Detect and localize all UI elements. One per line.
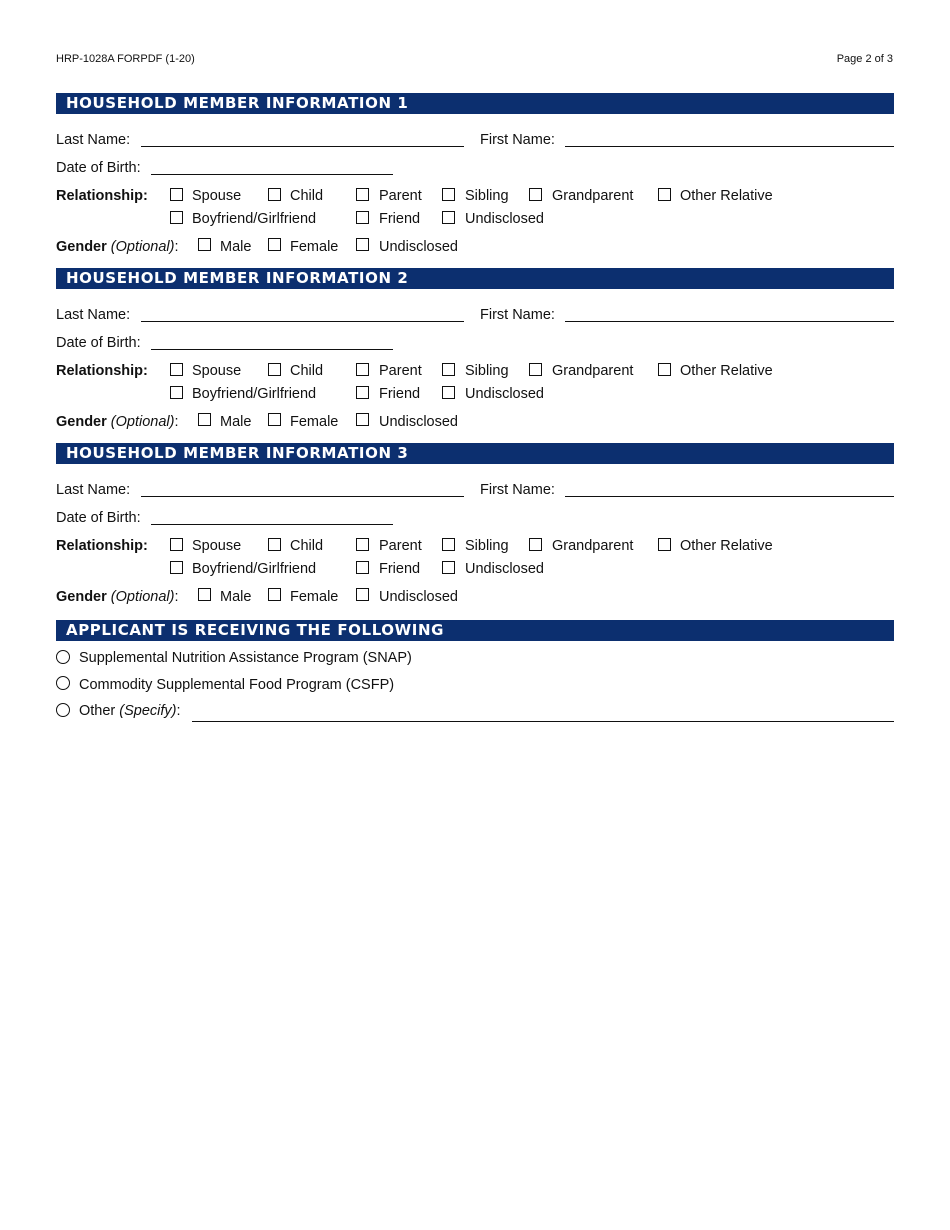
member-3-last-name-label: Last Name: <box>56 482 131 498</box>
member-2-relationship-other-relative-checkbox[interactable] <box>658 363 671 376</box>
member-2-relationship-sibling-label: Sibling <box>465 363 509 379</box>
member-2-relationship-undisclosed-checkbox[interactable] <box>442 386 455 399</box>
member-1-gender-undisclosed-checkbox[interactable] <box>356 238 369 251</box>
member-1-relationship-other-relative-label: Other Relative <box>680 188 773 204</box>
member-2-last-name-label: Last Name: <box>56 307 131 323</box>
member-3-relationship-grandparent-label: Grandparent <box>552 538 634 554</box>
csfp-radio[interactable] <box>56 676 70 690</box>
member-3-relationship-friend-checkbox[interactable] <box>356 561 369 574</box>
member-3-relationship-other-relative-checkbox[interactable] <box>658 538 671 551</box>
member-3-first-name-field[interactable] <box>565 496 894 497</box>
member-1-relationship-child-label: Child <box>290 188 324 204</box>
member-2-relationship-parent-checkbox[interactable] <box>356 363 369 376</box>
form-id: HRP-1028A FORPDF (1-20) <box>56 53 195 65</box>
member-3-gender-male-checkbox[interactable] <box>198 588 211 601</box>
member-3-first-name-label: First Name: <box>480 482 555 498</box>
member-2-relationship-friend-label: Friend <box>379 386 421 402</box>
member-1-relationship-other-relative-checkbox[interactable] <box>658 188 671 201</box>
member-2-first-name-label: First Name: <box>480 307 555 323</box>
member-2-gender-male-label: Male <box>220 414 252 430</box>
member-3-relationship-sibling-checkbox[interactable] <box>442 538 455 551</box>
member-1-relationship-parent-checkbox[interactable] <box>356 188 369 201</box>
member-1-gender-female-label: Female <box>290 239 339 255</box>
member-2-relationship-grandparent-checkbox[interactable] <box>529 363 542 376</box>
member-1-relationship-friend-label: Friend <box>379 211 421 227</box>
member-2-gender-female-checkbox[interactable] <box>268 413 281 426</box>
member-3-relationship-child-checkbox[interactable] <box>268 538 281 551</box>
member-3-relationship-sibling-label: Sibling <box>465 538 509 554</box>
member-1-relationship-label: Relationship: <box>56 188 148 204</box>
member-1-relationship-spouse-label: Spouse <box>192 188 242 204</box>
member-1-section-header: HOUSEHOLD MEMBER INFORMATION 1 <box>56 93 894 114</box>
member-1-gender-male-label: Male <box>220 239 252 255</box>
member-3-gender-label: Gender (Optional): <box>56 589 179 605</box>
member-3-dob-label: Date of Birth: <box>56 510 141 526</box>
member-2-dob-field[interactable] <box>151 349 393 350</box>
member-3-relationship-spouse-label: Spouse <box>192 538 242 554</box>
member-3-gender-undisclosed-label: Undisclosed <box>379 589 458 605</box>
member-3-relationship-child-label: Child <box>290 538 324 554</box>
member-3-relationship-friend-label: Friend <box>379 561 421 577</box>
member-2-relationship-spouse-checkbox[interactable] <box>170 363 183 376</box>
member-1-relationship-sibling-label: Sibling <box>465 188 509 204</box>
member-1-relationship-child-checkbox[interactable] <box>268 188 281 201</box>
member-1-relationship-boyfriend-girlfriend-checkbox[interactable] <box>170 211 183 224</box>
member-3-relationship-boyfriend-girlfriend-label: Boyfriend/Girlfriend <box>192 561 317 577</box>
member-3-gender-female-label: Female <box>290 589 339 605</box>
member-1-relationship-undisclosed-label: Undisclosed <box>465 211 544 227</box>
member-3-section-header: HOUSEHOLD MEMBER INFORMATION 3 <box>56 443 894 464</box>
page-number: Page 2 of 3 <box>836 53 893 65</box>
member-3-gender-female-checkbox[interactable] <box>268 588 281 601</box>
member-1-relationship-undisclosed-checkbox[interactable] <box>442 211 455 224</box>
member-1-relationship-parent-label: Parent <box>379 188 422 204</box>
member-3-relationship-spouse-checkbox[interactable] <box>170 538 183 551</box>
member-2-last-name-field[interactable] <box>141 321 464 322</box>
snap-label: Supplemental Nutrition Assistance Program (SNAP) <box>79 650 412 666</box>
member-3-relationship-undisclosed-checkbox[interactable] <box>442 561 455 574</box>
member-1-relationship-boyfriend-girlfriend-label: Boyfriend/Girlfriend <box>192 211 317 227</box>
member-1-dob-label: Date of Birth: <box>56 160 141 176</box>
member-2-relationship-child-checkbox[interactable] <box>268 363 281 376</box>
other-specify-field[interactable] <box>192 721 894 722</box>
member-1-first-name-field[interactable] <box>565 146 894 147</box>
member-3-relationship-label: Relationship: <box>56 538 148 554</box>
member-2-relationship-parent-label: Parent <box>379 363 422 379</box>
member-2-relationship-sibling-checkbox[interactable] <box>442 363 455 376</box>
member-2-relationship-grandparent-label: Grandparent <box>552 363 634 379</box>
member-3-relationship-boyfriend-girlfriend-checkbox[interactable] <box>170 561 183 574</box>
member-2-gender-label: Gender (Optional): <box>56 414 179 430</box>
member-1-relationship-grandparent-checkbox[interactable] <box>529 188 542 201</box>
applicant-section-header: APPLICANT IS RECEIVING THE FOLLOWING <box>56 620 894 641</box>
member-1-relationship-grandparent-label: Grandparent <box>552 188 634 204</box>
other-radio[interactable] <box>56 703 70 717</box>
member-1-gender-male-checkbox[interactable] <box>198 238 211 251</box>
member-2-relationship-friend-checkbox[interactable] <box>356 386 369 399</box>
member-1-relationship-spouse-checkbox[interactable] <box>170 188 183 201</box>
member-1-last-name-field[interactable] <box>141 146 464 147</box>
member-1-last-name-label: Last Name: <box>56 132 131 148</box>
member-3-relationship-other-relative-label: Other Relative <box>680 538 773 554</box>
member-2-dob-label: Date of Birth: <box>56 335 141 351</box>
member-1-dob-field[interactable] <box>151 174 393 175</box>
member-3-last-name-field[interactable] <box>141 496 464 497</box>
member-3-relationship-grandparent-checkbox[interactable] <box>529 538 542 551</box>
member-2-relationship-boyfriend-girlfriend-checkbox[interactable] <box>170 386 183 399</box>
member-2-relationship-spouse-label: Spouse <box>192 363 242 379</box>
member-3-gender-male-label: Male <box>220 589 252 605</box>
member-2-first-name-field[interactable] <box>565 321 894 322</box>
member-3-gender-undisclosed-checkbox[interactable] <box>356 588 369 601</box>
csfp-label: Commodity Supplemental Food Program (CSFP) <box>79 677 395 693</box>
member-1-first-name-label: First Name: <box>480 132 555 148</box>
member-3-relationship-parent-label: Parent <box>379 538 422 554</box>
specify-label: (Specify) <box>119 703 177 719</box>
member-2-relationship-child-label: Child <box>290 363 324 379</box>
member-1-gender-undisclosed-label: Undisclosed <box>379 239 458 255</box>
member-2-gender-female-label: Female <box>290 414 339 430</box>
member-2-gender-male-checkbox[interactable] <box>198 413 211 426</box>
member-1-relationship-sibling-checkbox[interactable] <box>442 188 455 201</box>
member-1-gender-female-checkbox[interactable] <box>268 238 281 251</box>
member-2-section-header: HOUSEHOLD MEMBER INFORMATION 2 <box>56 268 894 289</box>
member-2-gender-undisclosed-checkbox[interactable] <box>356 413 369 426</box>
member-1-relationship-friend-checkbox[interactable] <box>356 211 369 224</box>
member-2-relationship-undisclosed-label: Undisclosed <box>465 386 544 402</box>
member-3-relationship-parent-checkbox[interactable] <box>356 538 369 551</box>
member-2-relationship-other-relative-label: Other Relative <box>680 363 773 379</box>
member-2-relationship-boyfriend-girlfriend-label: Boyfriend/Girlfriend <box>192 386 317 402</box>
member-3-relationship-undisclosed-label: Undisclosed <box>465 561 544 577</box>
member-2-gender-undisclosed-label: Undisclosed <box>379 414 458 430</box>
member-2-relationship-label: Relationship: <box>56 363 148 379</box>
snap-radio[interactable] <box>56 650 70 664</box>
other-label: Other (Specify): <box>79 703 181 719</box>
member-1-gender-label: Gender (Optional): <box>56 239 179 255</box>
member-3-dob-field[interactable] <box>151 524 393 525</box>
